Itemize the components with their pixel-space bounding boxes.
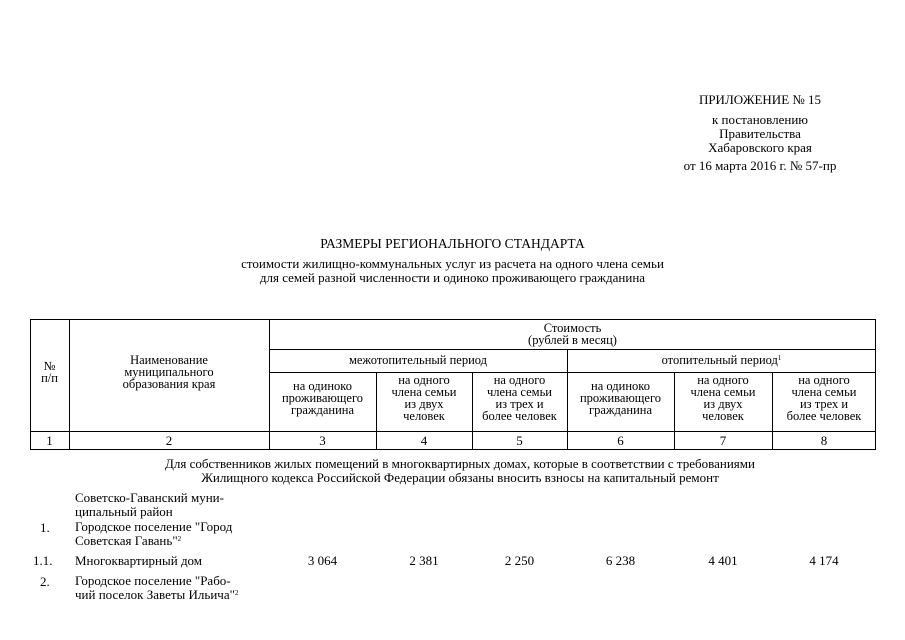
appendix-region: Хабаровского края (708, 140, 812, 155)
table-row (0, 553, 905, 569)
column-number: 2 (165, 433, 173, 448)
row-name (75, 520, 232, 548)
header-name-line3: образования края (122, 377, 216, 391)
header-name-line1: Наименование (130, 353, 208, 367)
document-title: РАЗМЕРЫ РЕГИОНАЛЬНОГО СТАНДАРТА (320, 236, 585, 251)
value-cell: 4 401 (708, 553, 738, 568)
column-number: 4 (420, 433, 428, 448)
district-line2: ципальный район (75, 504, 173, 519)
section-heading-line1: Для собственников жилых помещений в многоквартирных домах, которые в соответствии с требованиями (165, 456, 755, 471)
table-row (0, 574, 905, 602)
value-cell: 4 174 (809, 553, 839, 568)
header-two-l2: члена семьи (391, 385, 457, 399)
value-cell: 6 238 (605, 553, 636, 568)
header-single-l3: гражданина (588, 403, 653, 417)
header-cost-line2: (рублей в месяц) (528, 333, 617, 347)
header-col4-two (376, 374, 472, 422)
district-line1: Советско-Гаванский муни- (75, 490, 224, 505)
header-three-l4: более человек (786, 409, 862, 423)
header-single-l3: гражданина (290, 403, 355, 417)
header-municipality (69, 354, 269, 390)
column-number: 3 (319, 433, 326, 448)
header-col7-two (674, 374, 772, 422)
header-two-l4: человек (702, 409, 744, 423)
row-footnote: 2 (177, 535, 182, 543)
header-col3-single (269, 380, 376, 416)
header-row-number (30, 360, 69, 384)
header-cost (269, 322, 876, 346)
document-subtitle-line1: стоимости жилищно-коммунальных услуг из расчета на одного члена семьи (241, 256, 664, 271)
header-three-l1: на одного (798, 373, 850, 387)
document-subtitle (0, 257, 905, 285)
row-name-line2: Советская Гавань" (75, 533, 178, 548)
header-col5-three (472, 374, 567, 422)
header-no-symbol: № (43, 359, 56, 373)
header-two-l1: на одного (697, 373, 749, 387)
appendix-date-number: от 16 марта 2016 г. № 57-пр (683, 158, 837, 173)
appendix-to-resolution: к постановлению (711, 112, 809, 127)
column-number: 7 (719, 433, 727, 448)
header-two-l2: члена семьи (690, 385, 756, 399)
header-single-l2: проживающего (579, 391, 662, 405)
row-name (75, 574, 238, 602)
column-number: 1 (46, 433, 53, 448)
row-number: 1. (40, 520, 50, 535)
header-single-l1: на одиноко (293, 379, 352, 393)
header-single-l1: на одиноко (591, 379, 650, 393)
row-name-line1: Городское поселение "Рабо- (75, 573, 231, 588)
row-footnote: 2 (234, 589, 239, 597)
appendix-title: ПРИЛОЖЕНИЕ № 15 (698, 92, 822, 107)
header-name-line2: муниципального (124, 365, 214, 379)
header-heating-period (567, 354, 876, 366)
header-no-abbrev: п/п (41, 371, 58, 385)
row-name-line1: Городское поселение "Город (75, 519, 233, 534)
header-single-l2: проживающего (281, 391, 364, 405)
district-name (75, 491, 224, 519)
header-cost-line1: Стоимость (543, 321, 602, 335)
row-number: 2. (40, 574, 50, 589)
appendix-government: Правительства (719, 126, 801, 141)
value-cell: 3 064 (307, 553, 338, 568)
header-three-l4: более человек (482, 409, 557, 423)
table-row (0, 520, 905, 548)
header-col6-single (567, 380, 674, 416)
row-name-line2: чий поселок Заветы Ильича" (75, 587, 235, 602)
column-number: 8 (820, 433, 828, 448)
header-three-l2: члена семьи (791, 385, 857, 399)
document-subtitle-line2: для семей разной численности и одиноко проживающего гражданина (259, 270, 646, 285)
value-cell: 2 381 (409, 553, 439, 568)
header-two-l1: на одного (398, 373, 450, 387)
header-two-l3: из двух (703, 397, 743, 411)
header-heating-footnote: 1 (777, 354, 782, 362)
row-name: Многоквартирный дом (75, 553, 203, 568)
header-heating-label: отопительный период (661, 353, 778, 367)
row-number: 1.1. (33, 553, 53, 568)
section-heading (60, 457, 860, 485)
header-two-l4: человек (403, 409, 445, 423)
header-two-l3: из двух (404, 397, 444, 411)
column-number: 5 (516, 433, 523, 448)
appendix-block (650, 91, 870, 173)
header-interheating-period: межотопительный период (348, 353, 488, 367)
section-heading-line2: Жилищного кодекса Российской Федерации обязаны вносить взносы на капитальный ремонт (201, 470, 719, 485)
value-cell: 2 250 (504, 553, 535, 568)
header-three-l2: члена семьи (487, 385, 552, 399)
header-col8-three (772, 374, 876, 422)
header-three-l3: из трех и (495, 397, 544, 411)
header-three-l3: из трех и (799, 397, 849, 411)
header-three-l1: на одного (493, 373, 546, 387)
column-number: 6 (617, 433, 624, 448)
